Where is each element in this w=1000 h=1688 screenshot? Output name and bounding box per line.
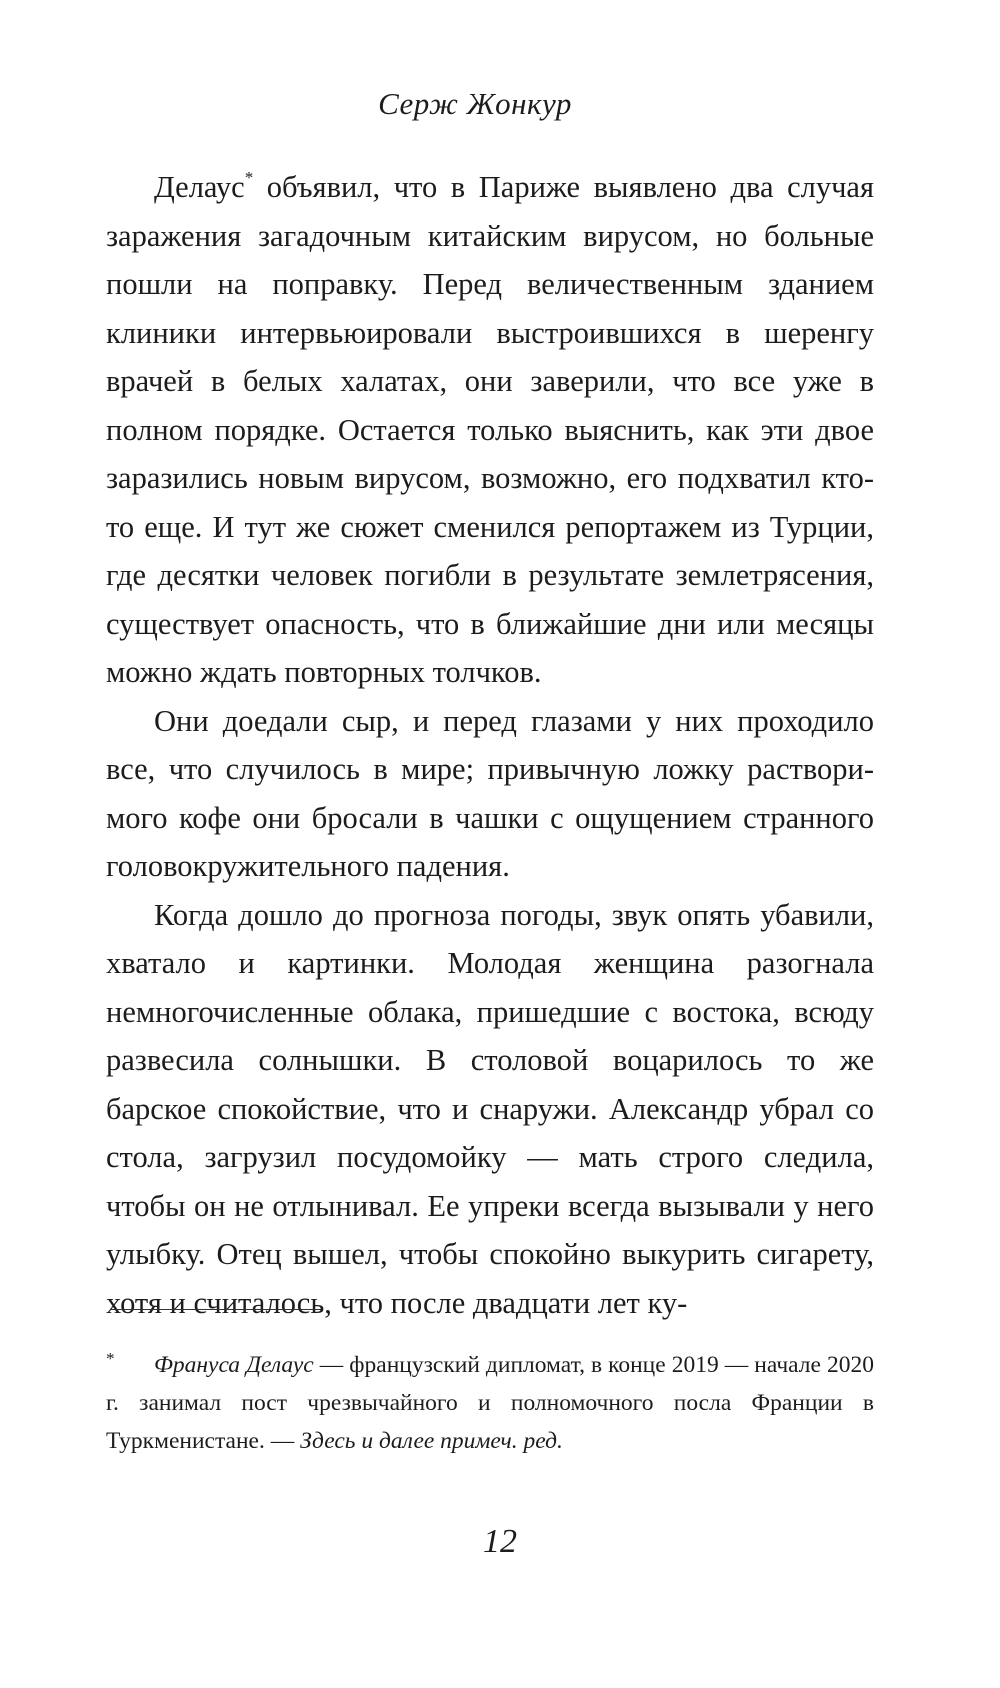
paragraph-1	[106, 163, 874, 697]
footnote	[106, 1346, 874, 1460]
running-header: Серж Жонкур	[378, 86, 572, 121]
page-number: 12	[483, 1523, 517, 1560]
footnote-divider	[111, 1309, 321, 1310]
footnote-mark: *	[106, 1349, 115, 1368]
paragraph-1-text: объявил, что в Париже выявлено два случая заражения загадочным китайским вирусом, но больные пошли на поправку. Перед величественным зданием клиники интервьюировали выстроившихся в шеренгу врачей в белых халатах, они заверили, что все уже в полном порядке. Остается только выяснить, как эти двое заразились новым вирусом, возможно, его подхватил кто-то еще. И тут же сюжет сменился репортажем из Турции, где десятки человек погибли в результате землетрясения, существует опасность, что в ближайшие дни или месяцы можно ждать повторных толчков.	[106, 170, 874, 689]
paragraph-1-lead: Делаус	[154, 170, 245, 204]
paragraph-3: Когда дошло до прогноза погоды, звук опять убавили, хватало и картинки. Молодая женщина разогнала немногочисленные облака, пришедшие с востока, всюду развесила солнышки. В столовой воцарилось то же барское спокойствие, что и снаружи. Александр убрал со стола, загрузил посудомойку — мать строго следила, чтобы он не отлынивал. Ее упреки всегда вызывали у него улыбку. Отец вышел, чтобы спокойно выкурить сигарету, хотя и считалось, что после двадцати лет ку-	[106, 897, 874, 1320]
footnote-body	[106, 1346, 874, 1460]
footnote-text: — французский дипломат, в конце 2019 — начале 2020 г. занимал пост чрезвычайного и полномочного посла Франции в Туркменистане. —	[106, 1352, 874, 1454]
paragraph-2: Они доедали сыр, и перед глазами у них проходило все, что случилось в мире; привычную ложку растворимого кофе они бросали в чашки с ощущением странного головокружительного падения.	[106, 703, 874, 883]
footnote-reference: *	[244, 168, 254, 187]
main-text	[106, 163, 874, 1327]
footnote-name: Франуса Делаус	[154, 1352, 314, 1378]
footnote-editor-note: Здесь и далее примеч. ред.	[300, 1428, 563, 1454]
